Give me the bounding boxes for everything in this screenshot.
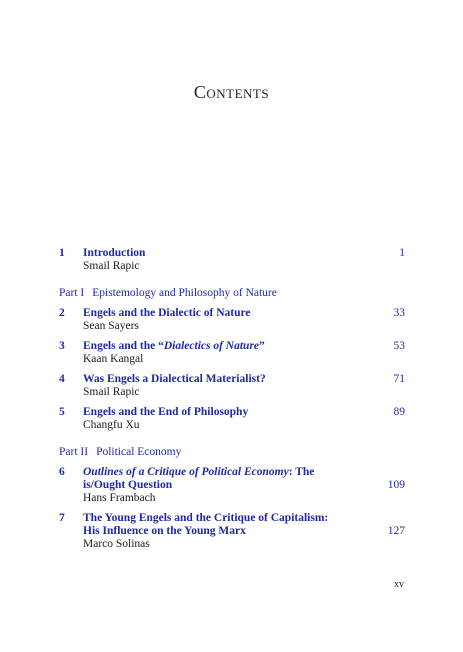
chapter-title[interactable]: Was Engels a Dialectical Materialist? (83, 373, 266, 385)
part-heading-2[interactable] (59, 446, 181, 458)
chapter-number: 5 (59, 406, 65, 418)
chapter-number: 4 (59, 373, 65, 385)
chapter-number: 6 (59, 466, 65, 478)
chapter-number: 3 (59, 340, 65, 352)
chapter-title-line-2[interactable]: is/Ought Question (83, 479, 173, 491)
chapter-author: Kaan Kangal (83, 353, 144, 365)
chapter-author: Smail Rapic (83, 260, 140, 272)
page-number[interactable]: 33 (393, 307, 405, 319)
chapter-title[interactable]: Engels and the “Dialectics of Nature” (83, 340, 265, 352)
chapter-author: Sean Sayers (83, 320, 139, 332)
chapter-number: 7 (59, 512, 65, 524)
part-title: Political Economy (96, 446, 182, 458)
chapter-author: Marco Solinas (83, 538, 150, 550)
chapter-title[interactable]: Outlines of a Critique of Political Economy: The (83, 466, 315, 478)
chapter-title[interactable]: Introduction (83, 247, 146, 259)
page-number[interactable]: 1 (399, 247, 405, 259)
chapter-number: 1 (59, 247, 65, 259)
chapter-author: Hans Frambach (83, 492, 156, 504)
part-heading-1[interactable] (59, 287, 277, 299)
page-number[interactable]: 127 (387, 525, 405, 537)
page-number[interactable]: 109 (387, 479, 405, 491)
part-label: Part I (59, 287, 85, 299)
page-folio: xv (394, 579, 404, 590)
chapter-title-line-2[interactable]: His Influence on the Young Marx (83, 525, 246, 537)
chapter-author: Changfu Xu (83, 419, 140, 431)
chapter-title[interactable]: The Young Engels and the Critique of Capitalism: (83, 512, 329, 524)
part-title: Epistemology and Philosophy of Nature (92, 287, 277, 299)
chapter-title[interactable]: Engels and the End of Philosophy (83, 406, 249, 418)
chapter-author: Smail Rapic (83, 386, 140, 398)
page-number[interactable]: 53 (393, 340, 405, 352)
page-number[interactable]: 71 (393, 373, 405, 385)
page-title: Contents (193, 82, 270, 102)
chapter-title[interactable]: Engels and the Dialectic of Nature (83, 307, 251, 319)
chapter-number: 2 (59, 307, 65, 319)
part-label: Part II (59, 446, 89, 458)
page-number[interactable]: 89 (393, 406, 405, 418)
